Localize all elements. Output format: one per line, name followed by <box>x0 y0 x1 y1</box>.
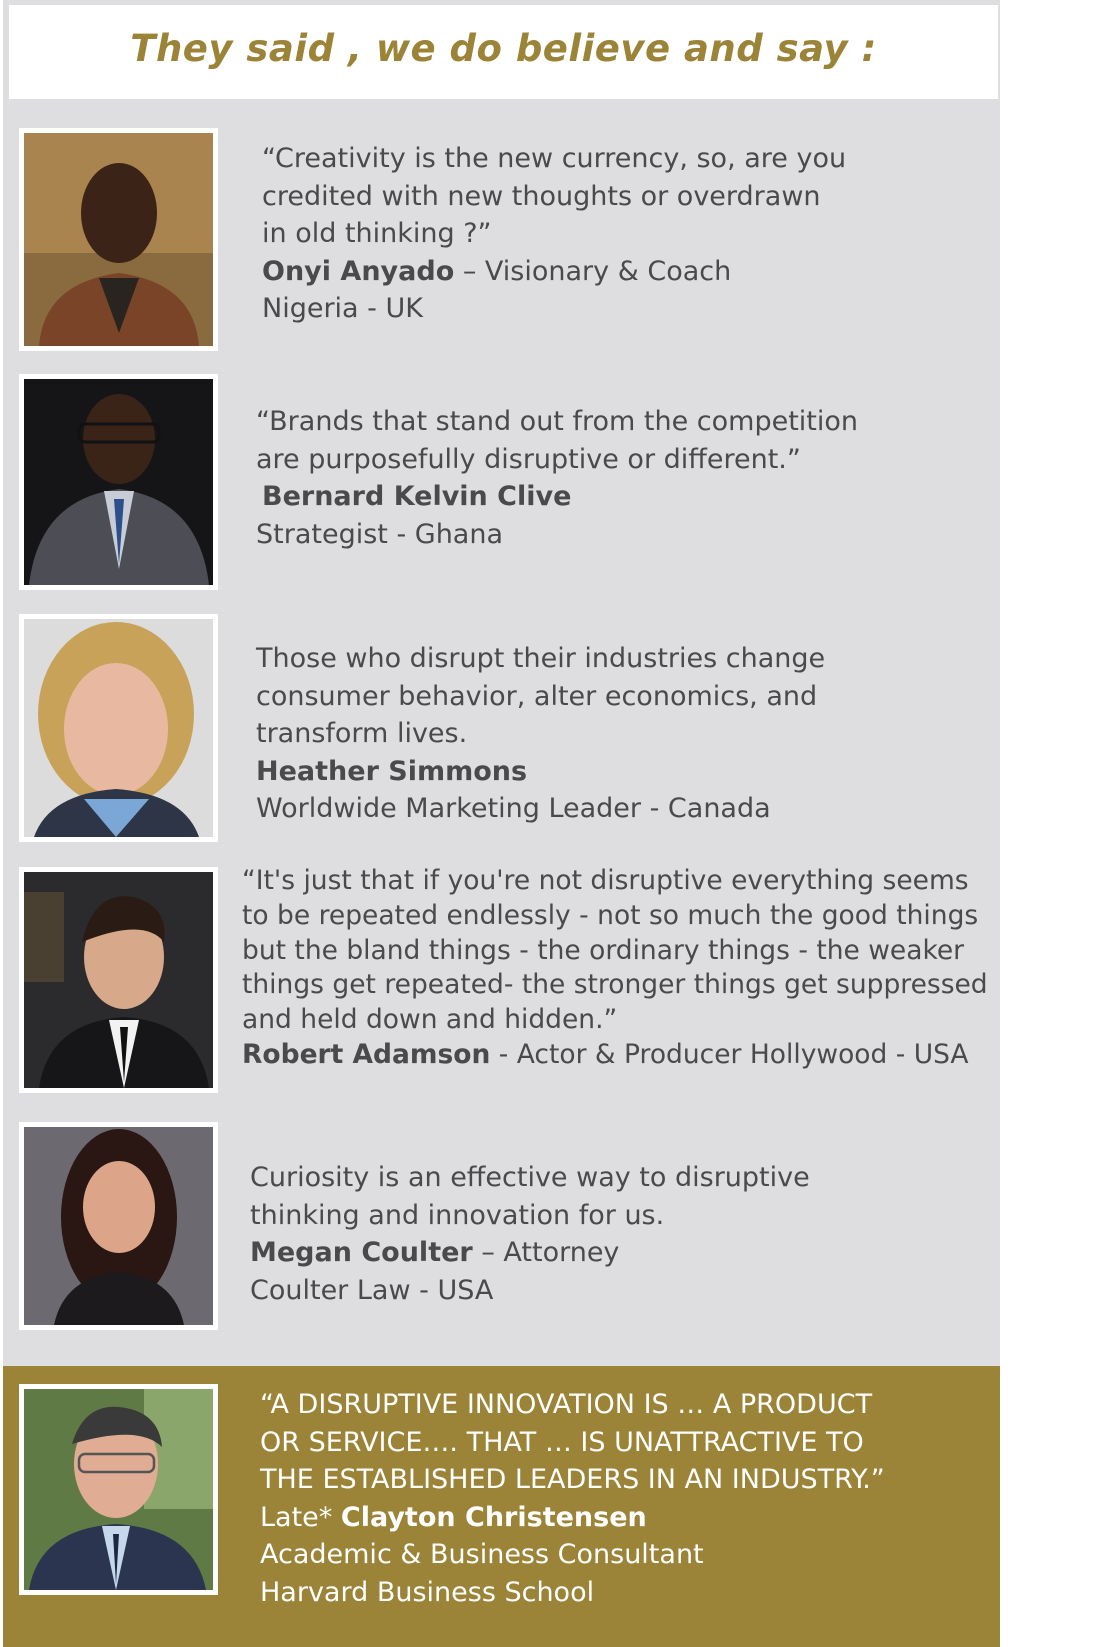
attribution-line <box>262 253 846 291</box>
attribution-line <box>256 753 825 791</box>
quote-line: thinking and innovation for us. <box>250 1199 665 1231</box>
attribution-line <box>242 1038 988 1073</box>
quote-line: and held down and hidden.” <box>242 1004 618 1036</box>
testimonial-2 <box>256 403 858 553</box>
testimonial-3 <box>256 640 825 828</box>
header-box <box>9 5 998 99</box>
portrait-photo-icon <box>24 379 213 585</box>
portrait-onyi-anyado <box>19 128 218 351</box>
person-name: Bernard Kelvin Clive <box>262 481 572 512</box>
portrait-robert-adamson <box>19 867 218 1093</box>
attribution-line <box>260 1499 885 1537</box>
quote-line: are purposefully disruptive or different.” <box>256 443 801 475</box>
quote-line: THE ESTABLISHED LEADERS IN AN INDUSTRY.” <box>260 1464 885 1495</box>
portrait-bernard-kelvin-clive <box>19 374 218 590</box>
quote-line: but the bland things - the ordinary things - the weaker <box>242 934 965 966</box>
person-role: – Visionary & Coach <box>454 255 732 287</box>
person-name: Megan Coulter <box>250 1237 473 1268</box>
quote-line: “It's just that if you're not disruptive everything seems <box>242 865 969 896</box>
portrait-clayton-christensen <box>19 1384 218 1595</box>
person-location: Nigeria - UK <box>262 293 423 324</box>
quote-line: “A DISRUPTIVE INNOVATION IS … A PRODUCT <box>260 1389 873 1420</box>
quote-line: credited with new thoughts or overdrawn <box>262 180 821 212</box>
quote-line: things get repeated- the stronger things get suppressed <box>242 969 988 1001</box>
quote-line: in old thinking ?” <box>262 218 492 249</box>
attribution-line <box>250 1234 810 1272</box>
quote-line: “Brands that stand out from the competition <box>256 406 859 437</box>
testimonial-1 <box>262 140 846 328</box>
quote-line: Those who disrupt their industries change <box>256 643 826 674</box>
portrait-photo-icon <box>24 1389 213 1590</box>
person-location: Coulter Law - USA <box>250 1274 494 1306</box>
portrait-photo-icon <box>24 619 213 837</box>
portrait-photo-icon <box>24 1127 213 1325</box>
testimonial-4 <box>242 864 988 1073</box>
person-name: Onyi Anyado <box>262 255 455 287</box>
quote-line: Curiosity is an effective way to disruptive <box>250 1162 810 1193</box>
portrait-photo-icon <box>24 133 213 346</box>
portrait-photo-icon <box>24 872 213 1088</box>
portrait-megan-coulter <box>19 1122 218 1330</box>
testimonial-5 <box>250 1159 810 1309</box>
portrait-heather-simmons <box>19 614 218 842</box>
quote-line: “Creativity is the new currency, so, are you <box>262 143 847 174</box>
person-organization: Harvard Business School <box>260 1576 595 1608</box>
header <box>3 0 1000 103</box>
name-prefix: Late* <box>260 1501 341 1533</box>
person-name: Heather Simmons <box>256 755 528 787</box>
quote-line: to be repeated endlessly - not so much the good things <box>242 899 979 931</box>
featured-quote-section <box>3 1366 1000 1647</box>
quote-line: OR SERVICE…. THAT … IS UNATTRACTIVE TO <box>260 1426 864 1458</box>
person-name: Robert Adamson <box>242 1038 491 1070</box>
quote-line: transform lives. <box>256 718 468 749</box>
page-title: They said , we do believe and say : <box>130 27 877 70</box>
person-role: – Attorney <box>472 1237 620 1268</box>
person-location: Strategist - Ghana <box>256 518 504 550</box>
attribution-line <box>256 478 858 516</box>
person-location: Worldwide Marketing Leader - Canada <box>256 793 771 824</box>
quote-line: consumer behavior, alter economics, and <box>256 680 818 712</box>
person-role: Academic & Business Consultant <box>260 1539 704 1570</box>
person-name: Clayton Christensen <box>340 1501 647 1533</box>
featured-quote <box>260 1386 885 1611</box>
person-role: - Actor & Producer Hollywood - USA <box>490 1038 969 1070</box>
